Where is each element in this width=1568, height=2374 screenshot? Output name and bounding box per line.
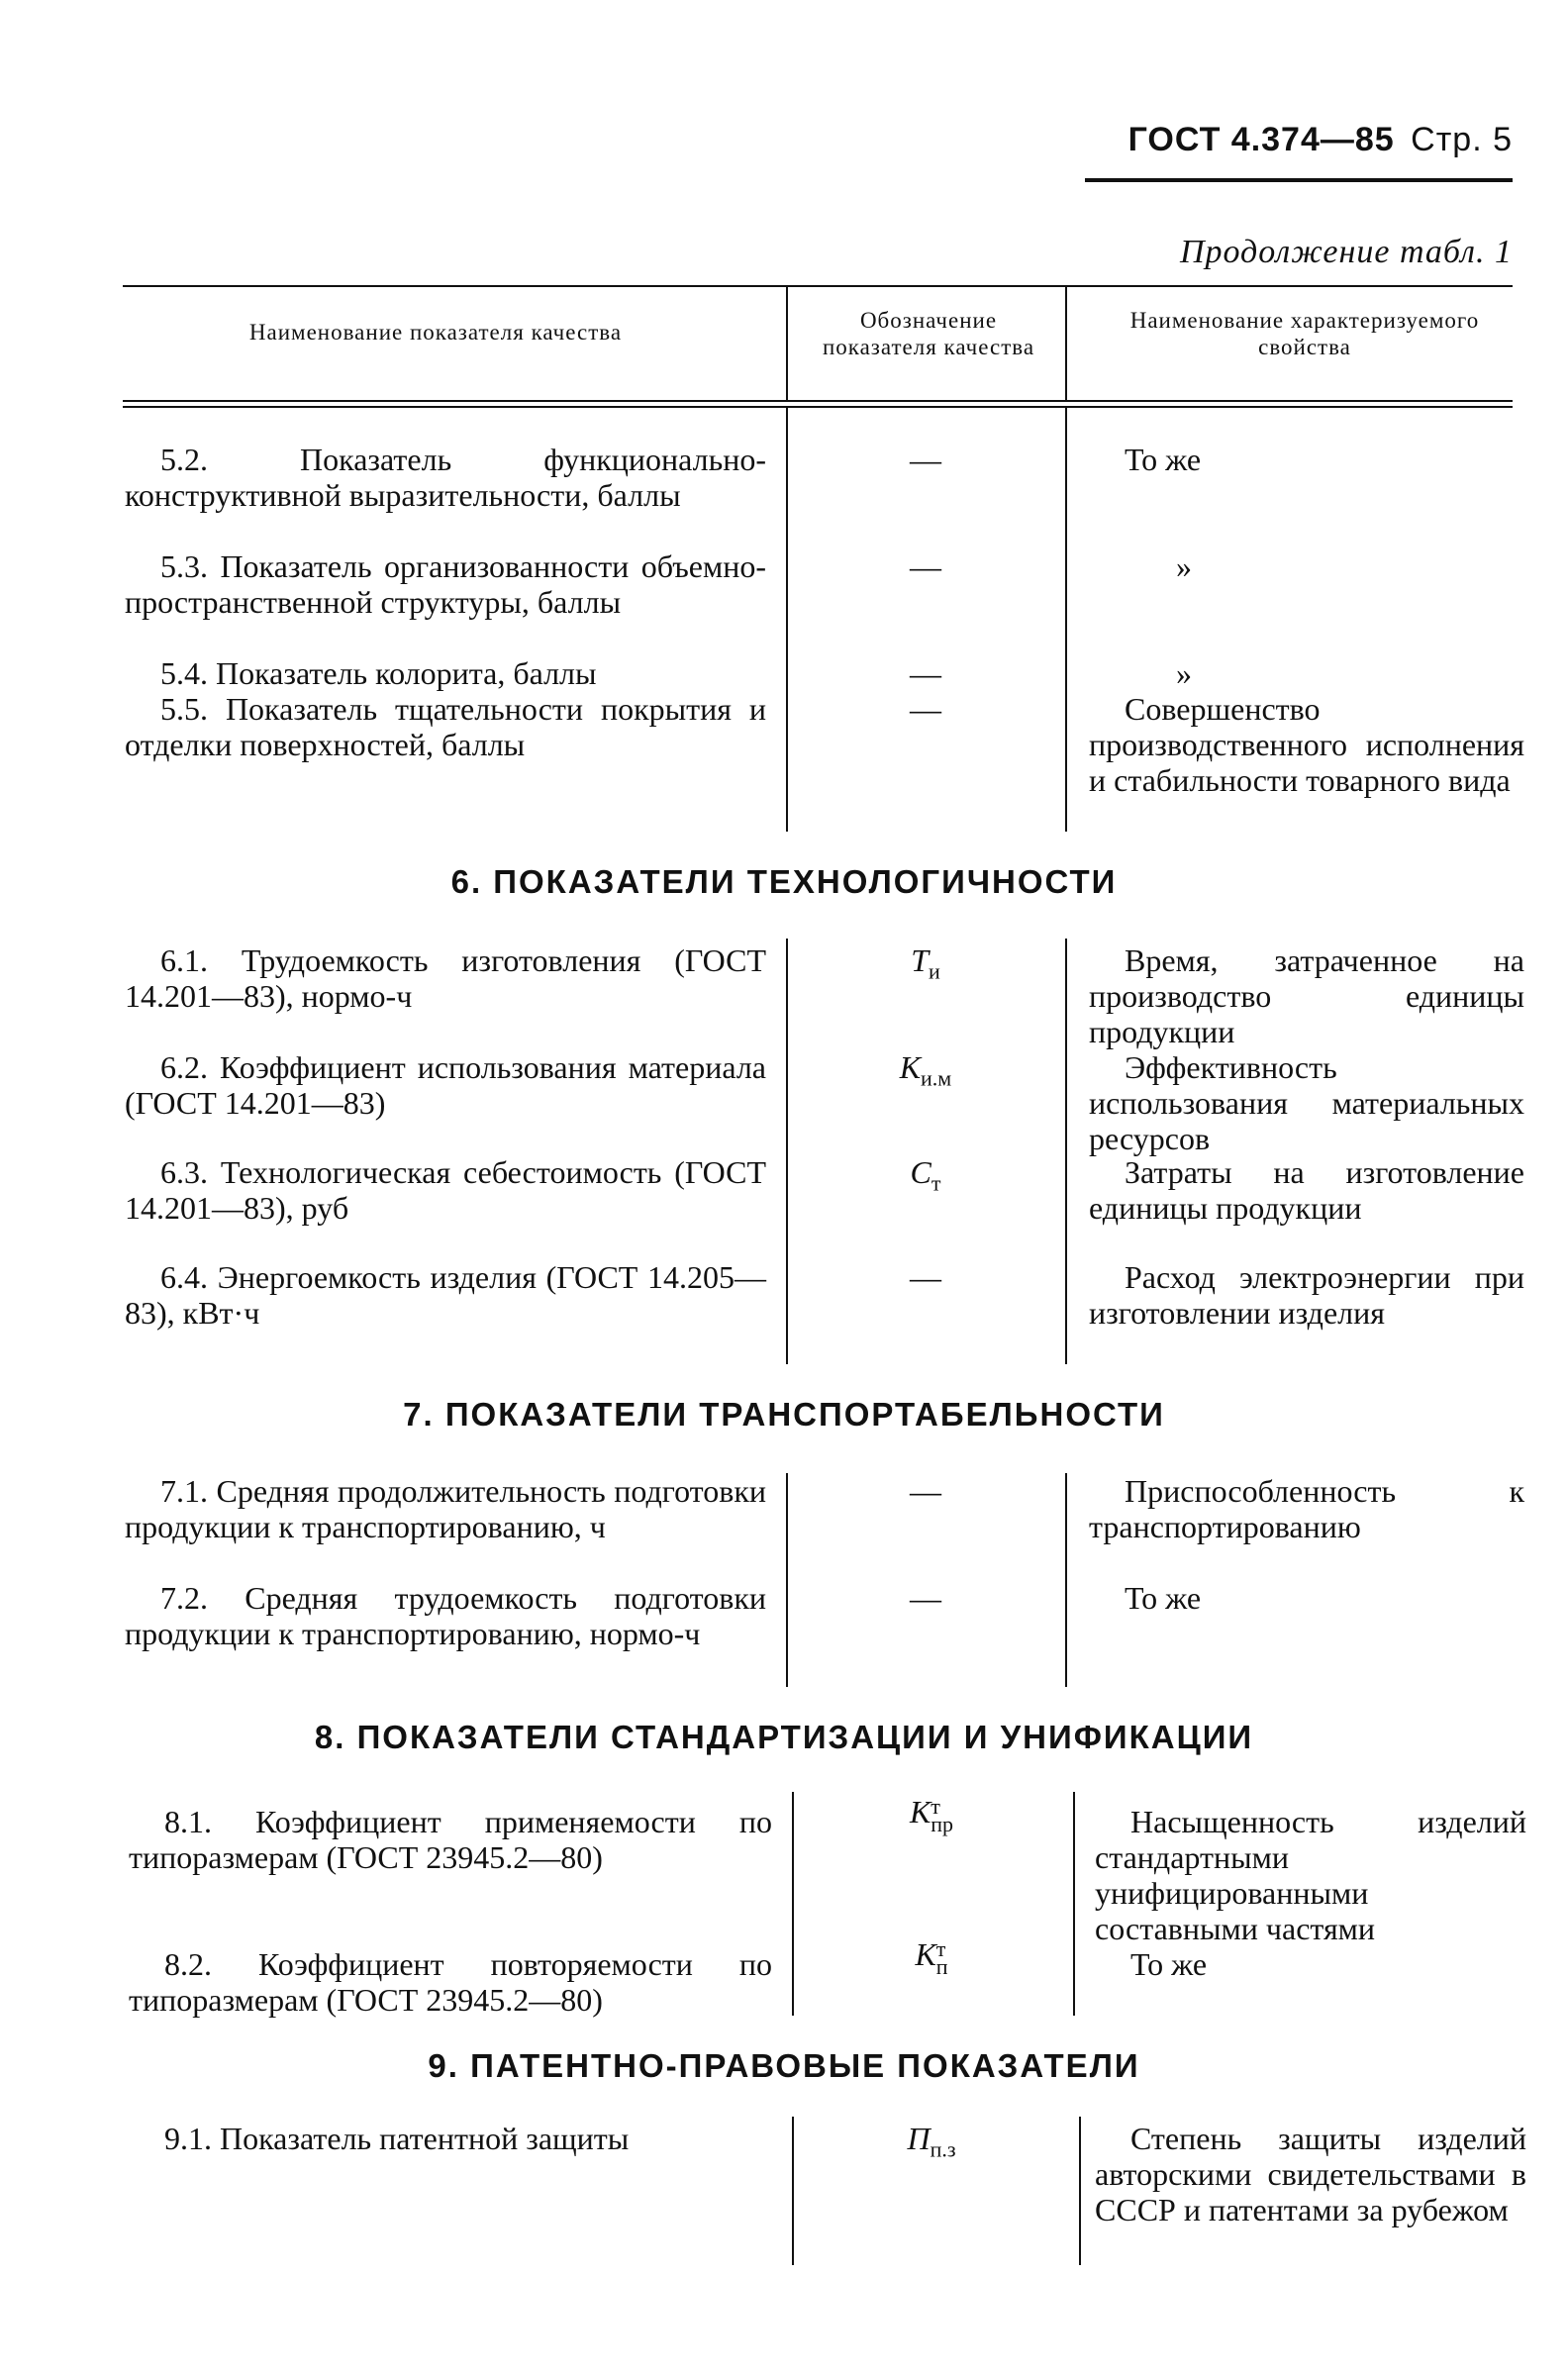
block5-divider-2 xyxy=(1065,408,1067,832)
block6-divider-1 xyxy=(786,939,788,1364)
symbol-main: П xyxy=(907,2121,931,2156)
block6-divider-2 xyxy=(1065,939,1067,1364)
standard-number: ГОСТ 4.374—85 xyxy=(1127,121,1395,158)
page-number: Стр. 5 xyxy=(1411,121,1513,158)
row-6-1-name: 6.1. Трудоемкость изготовления (ГОСТ 14.201—83), нормо-ч xyxy=(125,942,766,1014)
symbol-superscript: т xyxy=(935,1935,946,1961)
row-5-4-designation: — xyxy=(910,655,941,691)
symbol-indices xyxy=(931,1793,954,1836)
row-5-5-property: Совершенство производственного исполнения и стабильности товарного вида xyxy=(1089,691,1524,798)
row-5-4-property: » xyxy=(1176,655,1192,691)
row-6-2-property: Эффективность использования материальных ресурсов xyxy=(1089,1049,1524,1156)
symbol-subscript: п.з xyxy=(930,2136,956,2162)
header-rule xyxy=(1085,178,1513,182)
row-6-3-property: Затраты на изготовление единицы продукции xyxy=(1089,1154,1524,1226)
row-5-5-name: 5.5. Показатель тщательности покрытия и отделки поверхностей, баллы xyxy=(125,691,766,762)
symbol-subscript: пр xyxy=(931,1811,954,1836)
section-9-heading: 9. ПАТЕНТНО-ПРАВОВЫЕ ПОКАЗАТЕЛИ xyxy=(428,2047,1140,2084)
row-5-2-name: 5.2. Показатель функционально-конструктивной выразительности, баллы xyxy=(125,442,766,513)
row-6-3-name: 6.3. Технологическая себестоимость (ГОСТ 14.201—83), руб xyxy=(125,1154,766,1226)
row-5-4-name: 5.4. Показатель колорита, баллы xyxy=(160,655,597,691)
row-7-2-property: То же xyxy=(1125,1580,1202,1616)
header-double-rule-2 xyxy=(123,406,1513,408)
row-7-2-name: 7.2. Средняя трудоемкость подготовки продукции к транспортированию, нормо-ч xyxy=(125,1580,766,1651)
block5-divider-1 xyxy=(786,408,788,832)
row-9-1-designation xyxy=(798,2121,1065,2167)
table-top-rule xyxy=(123,285,1513,287)
table-continuation-note: Продолжение табл. 1 xyxy=(1179,234,1513,270)
block8-divider-2 xyxy=(1073,1792,1075,2016)
row-6-1-designation xyxy=(792,942,1059,989)
row-5-3-name: 5.3. Показатель организованности объемно-пространственной структуры, баллы xyxy=(125,548,766,620)
row-6-4-name: 6.4. Энергоемкость изделия (ГОСТ 14.205—83), кВт·ч xyxy=(125,1259,766,1331)
section-7-heading: 7. ПОКАЗАТЕЛИ ТРАНСПОРТАБЕЛЬНОСТИ xyxy=(403,1396,1165,1433)
row-8-1-property: Насыщенность изделий стандартными унифицированными составными частями xyxy=(1095,1804,1526,1946)
symbol-subscript: и xyxy=(929,958,940,984)
symbol-main: С xyxy=(910,1154,931,1190)
header-double-rule-1 xyxy=(123,400,1513,402)
symbol-subscript: п xyxy=(935,1953,948,1979)
row-8-1-designation xyxy=(798,1793,1065,1836)
symbol-main: К xyxy=(915,1936,936,1972)
row-6-4-designation: — xyxy=(910,1259,941,1295)
row-6-4-property: Расход электроэнергии при изготовлении изделия xyxy=(1089,1259,1524,1331)
row-5-3-designation: — xyxy=(910,548,941,584)
row-7-2-designation: — xyxy=(910,1580,941,1616)
block7-divider-2 xyxy=(1065,1473,1067,1687)
block8-divider-1 xyxy=(792,1792,794,2016)
row-5-3-property: » xyxy=(1176,548,1192,584)
header-divider-2 xyxy=(1065,287,1067,401)
row-6-2-name: 6.2. Коэффициент использования материала (ГОСТ 14.201—83) xyxy=(125,1049,766,1121)
row-9-1-name: 9.1. Показатель патентной защиты xyxy=(164,2121,630,2156)
row-8-2-name: 8.2. Коэффициент повторяемости по типоразмерам (ГОСТ 23945.2—80) xyxy=(129,1946,772,2018)
column-header-name: Наименование показателя качества xyxy=(248,320,623,345)
row-5-2-property: То же xyxy=(1125,442,1202,477)
symbol-subscript: т xyxy=(931,1170,941,1196)
symbol-main: К xyxy=(909,1794,931,1830)
block9-divider-2 xyxy=(1079,2117,1081,2265)
page-header xyxy=(1085,121,1513,159)
symbol-main: К xyxy=(899,1049,922,1085)
row-9-1-property: Степень защиты изделий авторскими свидетельствами в СССР и патентами за рубежом xyxy=(1095,2121,1526,2227)
column-header-designation: Обозначение показателя качества xyxy=(822,308,1035,359)
row-6-1-property: Время, затраченное на производство единицы продукции xyxy=(1089,942,1524,1049)
column-header-property: Наименование характеризуемого свойства xyxy=(1129,308,1480,359)
symbol-subscript: и.м xyxy=(921,1065,952,1091)
block7-divider-1 xyxy=(786,1473,788,1687)
symbol-superscript: т xyxy=(931,1793,940,1819)
symbol-indices xyxy=(935,1935,948,1979)
symbol-main: Т xyxy=(911,942,929,978)
row-7-1-name: 7.1. Средняя продолжительность подготовки продукции к транспортированию, ч xyxy=(125,1473,766,1544)
row-7-1-designation: — xyxy=(910,1473,941,1509)
block9-divider-1 xyxy=(792,2117,794,2265)
header-divider-1 xyxy=(786,287,788,401)
row-8-1-name: 8.1. Коэффициент применяемости по типоразмерам (ГОСТ 23945.2—80) xyxy=(129,1804,772,1875)
row-6-2-designation xyxy=(792,1049,1059,1096)
row-6-3-designation xyxy=(792,1154,1059,1201)
row-8-2-designation xyxy=(798,1935,1065,1979)
section-8-heading: 8. ПОКАЗАТЕЛИ СТАНДАРТИЗАЦИИ И УНИФИКАЦИИ xyxy=(314,1719,1254,1755)
section-6-heading: 6. ПОКАЗАТЕЛИ ТЕХНОЛОГИЧНОСТИ xyxy=(450,863,1118,900)
row-5-2-designation: — xyxy=(910,442,941,477)
row-8-2-property: То же xyxy=(1130,1946,1208,1982)
row-5-5-designation: — xyxy=(910,691,941,727)
row-7-1-property: Приспособленность к транспортированию xyxy=(1089,1473,1524,1544)
